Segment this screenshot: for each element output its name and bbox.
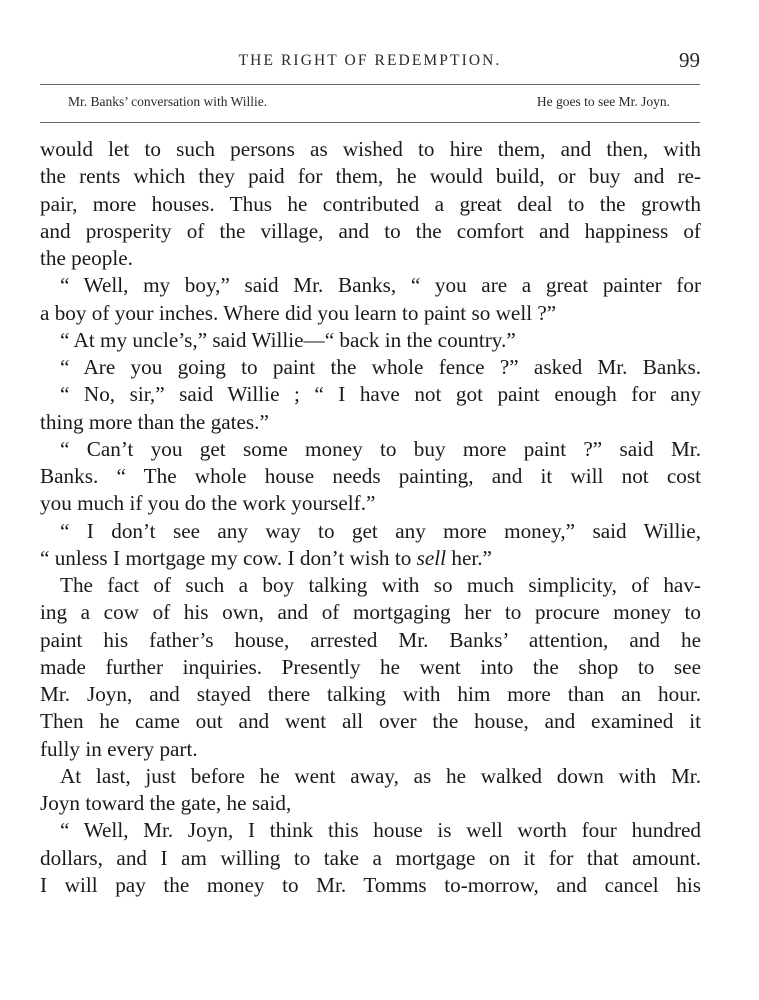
text-line: a boy of your inches. Where did you learn to paint so well ?” [40, 300, 557, 325]
text-line: made further inquiries. Presently he went into the shop to see [40, 654, 701, 679]
sidenote-right: He goes to see Mr. Joyn. [536, 94, 670, 109]
text-line-end: her.” [446, 545, 492, 570]
text-line: paint his father’s house, arrested Mr. Banks’ attention, and he [40, 627, 701, 652]
text-line: ing a cow of his own, and of mortgaging her to procure money to [40, 600, 701, 625]
text-line: “ I don’t see any way to get any more money,” said Willie, [60, 518, 701, 543]
text-line-with-emphasis [40, 545, 701, 572]
top-rule [40, 84, 700, 85]
emphasis-word: sell [416, 545, 447, 570]
text-line: the people. [40, 246, 133, 270]
text-line: “ Well, my boy,” said Mr. Banks, “ you are a great painter for [60, 273, 701, 298]
text-line: Banks. “ The whole house needs painting, and it will not cost [40, 464, 701, 488]
text-line: would let to such persons as wished to hire them, and then, with [40, 137, 701, 161]
sidenote-left: Mr. Banks’ conversation with Willie. [68, 94, 268, 109]
text-line: “ No, sir,” said Willie ; “ I have not got paint enough for any [60, 382, 701, 407]
text-line: The fact of such a boy talking with so much simplicity, of hav- [60, 573, 701, 597]
text-line: Then he came out and went all over the house, and examined it [40, 709, 701, 734]
text-line: you much if you do the work yourself.” [40, 491, 376, 516]
text-line: “ Can’t you get some money to buy more paint ?” said Mr. [60, 436, 701, 461]
running-head [40, 48, 700, 78]
text-line: the rents which they paid for them, he would build, or buy and re- [40, 164, 701, 189]
sidenote-bar [40, 84, 700, 128]
text-line: At last, just before he went away, as he walked down with Mr. [60, 763, 701, 788]
text-line: I will pay the money to Mr. Tomms to-morrow, and cancel his [40, 872, 701, 897]
text-line: Mr. Joyn, and stayed there talking with him more than an hour. [40, 682, 701, 706]
running-title: THE RIGHT OF REDEMPTION. [238, 52, 502, 69]
page-number: 99 [679, 48, 700, 72]
text-line: fully in every part. [40, 736, 198, 761]
text-line: “ Are you going to paint the whole fence ?” asked Mr. Banks. [60, 355, 701, 379]
text-line: pair, more houses. Thus he contributed a great deal to the growth [40, 191, 701, 216]
text-line: Joyn toward the gate, he said, [40, 791, 292, 815]
text-line: thing more than the gates.” [40, 409, 269, 434]
text-line: dollars, and I am willing to take a mortgage on it for that amount. [40, 845, 701, 870]
text-line: “ Well, Mr. Joyn, I think this house is well worth four hundred [60, 818, 701, 843]
text-line: and prosperity of the village, and to the comfort and happiness of [40, 218, 701, 243]
body-text [40, 136, 701, 899]
text-line: “ At my uncle’s,” said Willie—“ back in the country.” [60, 327, 516, 352]
bottom-rule [40, 122, 700, 123]
text-line-start: “ unless I mortgage my cow. I don’t wish to [40, 545, 417, 570]
